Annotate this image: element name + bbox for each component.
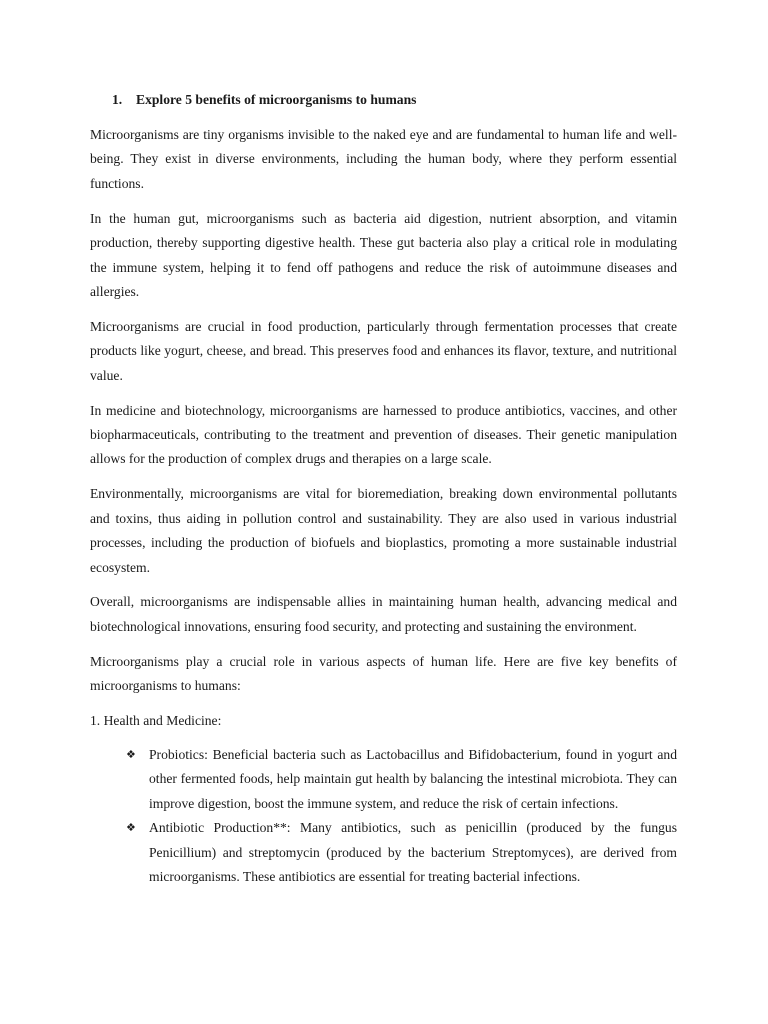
section-heading [90, 88, 677, 112]
subheading-health-medicine: 1. Health and Medicine: [90, 713, 222, 729]
section-title: Explore 5 benefits of microorganisms to humans [136, 92, 417, 107]
paragraph-environment: Environmentally, microorganisms are vital for bioremediation, breaking down environmental pollutants and toxins, thus aiding in pollution control and sustainability. They are also used in various industrial processes, including the production of biofuels and bioplastics, promoting a more sustainable industrial ecosystem. [90, 486, 677, 575]
paragraph-benefits-intro: Microorganisms play a crucial role in various aspects of human life. Here are five key benefits of microorganisms to humans: [90, 653, 677, 694]
list-item-text: Antibiotic Production**: Many antibiotics, such as penicillin (produced by the fungus Penicillium) and streptomycin (produced by the bacterium Streptomyces), are derived from microorganisms. These antibiotics are essential for treating bacterial infections. [149, 820, 677, 885]
section-number: 1. [112, 92, 123, 107]
paragraph-medicine: In medicine and biotechnology, microorganisms are harnessed to produce antibiotics, vaccines, and other biopharmaceuticals, contributing to the treatment and prevention of diseases. Their genetic manipulation allows for the production of complex drugs and therapies on a large scale. [90, 402, 677, 467]
list-item [126, 743, 677, 816]
list-item [126, 816, 677, 889]
paragraph-overall: Overall, microorganisms are indispensable allies in maintaining human health, advancing medical and biotechnological innovations, ensuring food security, and protecting and sustaining the environment. [90, 594, 677, 634]
diamond-bullet-icon: ❖ [126, 748, 136, 762]
diamond-bullet-icon: ❖ [126, 821, 136, 835]
paragraph-intro: Microorganisms are tiny organisms invisible to the naked eye and are fundamental to human life and well-being. They exist in diverse environments, including the human body, where they perform essential functions. [90, 127, 677, 191]
paragraph-food: Microorganisms are crucial in food production, particularly through fermentation processes that create products like yogurt, cheese, and bread. This preserves food and enhances its flavor, texture, and nutritional value. [90, 318, 677, 383]
document-page [90, 88, 677, 889]
list-item-text: Probiotics: Beneficial bacteria such as Lactobacillus and Bifidobacterium, found in yogurt and other fermented foods, help maintain gut health by balancing the intestinal microbiota. They can improve digestion, boost the immune system, and reduce the risk of certain infections. [149, 747, 677, 811]
paragraph-gut: In the human gut, microorganisms such as bacteria aid digestion, nutrient absorption, and vitamin production, thereby supporting digestive health. These gut bacteria also play a critical role in modulating the immune system, helping it to fend off pathogens and reduce the risk of autoimmune diseases and allergies. [90, 210, 677, 299]
bullet-list [90, 743, 677, 889]
